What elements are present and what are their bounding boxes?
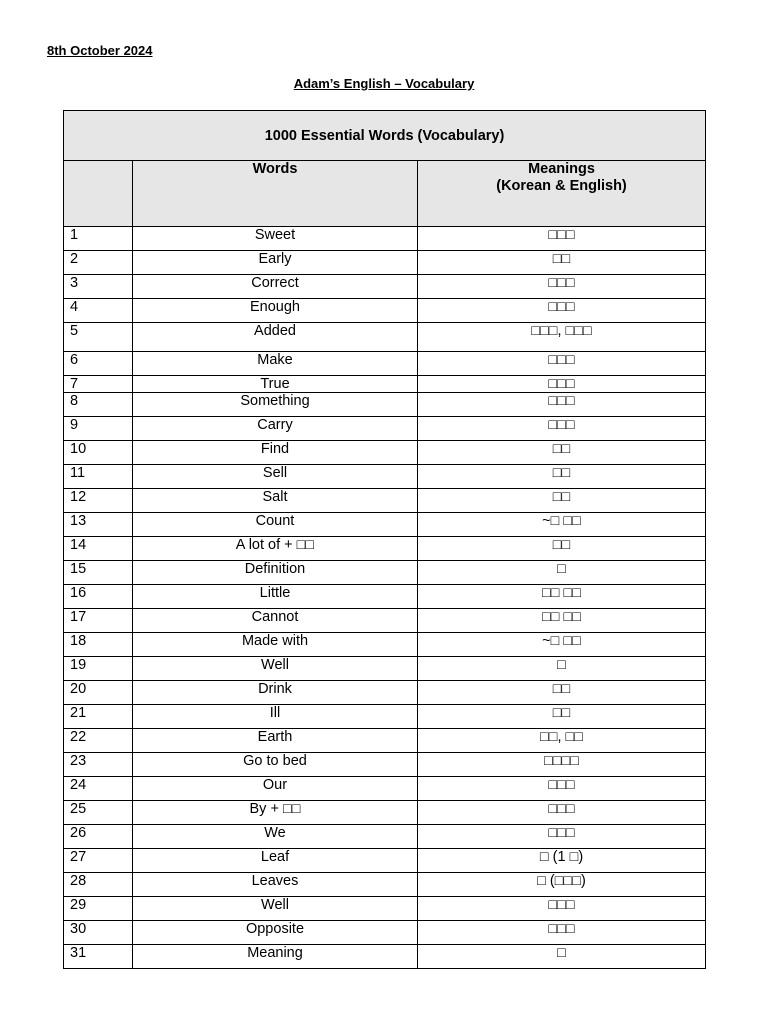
row-number: 23 [64,753,133,777]
row-word: Count [133,513,418,537]
table-row [64,352,706,376]
table-row [64,945,706,969]
row-word: Added [133,323,418,352]
row-number: 5 [64,323,133,352]
row-meaning: □□□ [418,352,706,376]
row-meaning: □□□ [418,275,706,299]
row-meaning: □ (1 □) [418,849,706,873]
row-number: 10 [64,441,133,465]
row-number: 12 [64,489,133,513]
row-number: 25 [64,801,133,825]
row-number: 1 [64,227,133,251]
table-row [64,609,706,633]
row-meaning: □□ [418,537,706,561]
row-meaning: □□ □□ [418,609,706,633]
row-meaning: □□□ [418,825,706,849]
row-number: 18 [64,633,133,657]
vocabulary-table [63,110,706,969]
row-number: 30 [64,921,133,945]
row-word: Go to bed [133,753,418,777]
row-number: 2 [64,251,133,275]
row-number: 17 [64,609,133,633]
row-meaning: □□ [418,251,706,275]
table-row [64,513,706,537]
row-meaning: □□□ [418,376,706,393]
table-row [64,801,706,825]
meanings-header-line1: Meanings [528,161,595,177]
row-number: 16 [64,585,133,609]
row-meaning: □ [418,561,706,585]
row-meaning: □□ [418,705,706,729]
row-word: Well [133,897,418,921]
row-meaning: □□ [418,441,706,465]
row-meaning: □□ [418,681,706,705]
row-number: 13 [64,513,133,537]
table-row [64,561,706,585]
table-row [64,705,706,729]
table-row [64,825,706,849]
row-number: 20 [64,681,133,705]
row-word: Little [133,585,418,609]
table-row [64,777,706,801]
row-word: Drink [133,681,418,705]
table-row [64,376,706,393]
row-meaning: ~□ □□ [418,633,706,657]
row-number: 3 [64,275,133,299]
row-number: 9 [64,417,133,441]
row-meaning: □□□ [418,921,706,945]
table-row [64,299,706,323]
row-word: A lot of + □□ [133,537,418,561]
table-row [64,633,706,657]
column-header-number [64,161,133,227]
table-row [64,657,706,681]
row-word: Cannot [133,609,418,633]
row-word: Carry [133,417,418,441]
row-number: 11 [64,465,133,489]
row-meaning: □□□ [418,227,706,251]
column-header-words: Words [133,161,418,227]
document-title: Adam’s English – Vocabulary [293,76,475,91]
row-word: Definition [133,561,418,585]
row-word: Meaning [133,945,418,969]
row-meaning: □□ □□ [418,585,706,609]
table-caption: 1000 Essential Words (Vocabulary) [64,111,706,161]
row-number: 19 [64,657,133,681]
table-row [64,441,706,465]
row-meaning: □□, □□ [418,729,706,753]
row-word: Early [133,251,418,275]
row-number: 8 [64,393,133,417]
row-number: 14 [64,537,133,561]
table-row [64,921,706,945]
row-word: Earth [133,729,418,753]
table-row [64,393,706,417]
row-number: 24 [64,777,133,801]
table-row [64,753,706,777]
row-word: Find [133,441,418,465]
row-number: 27 [64,849,133,873]
row-meaning: □ [418,945,706,969]
meanings-header-line2: (Korean & English) [496,178,627,194]
table-row [64,251,706,275]
table-row [64,275,706,299]
row-number: 21 [64,705,133,729]
row-meaning: □□□, □□□ [418,323,706,352]
table-row [64,897,706,921]
row-word: We [133,825,418,849]
table-row [64,417,706,441]
row-meaning: □□□ [418,897,706,921]
row-meaning: □□ [418,489,706,513]
row-number: 4 [64,299,133,323]
row-meaning: □ (□□□) [418,873,706,897]
table-row [64,537,706,561]
row-word: Opposite [133,921,418,945]
row-meaning: □□□ [418,777,706,801]
row-word: Our [133,777,418,801]
table-row [64,681,706,705]
row-word: Sell [133,465,418,489]
row-number: 22 [64,729,133,753]
row-meaning: □□□ [418,299,706,323]
row-word: Sweet [133,227,418,251]
row-word: Something [133,393,418,417]
table-row [64,465,706,489]
row-number: 26 [64,825,133,849]
row-word: Leaves [133,873,418,897]
table-body [64,227,706,969]
row-word: Enough [133,299,418,323]
row-meaning: □□□ [418,417,706,441]
table-row [64,729,706,753]
row-word: Well [133,657,418,681]
row-number: 29 [64,897,133,921]
table-row [64,585,706,609]
row-number: 7 [64,376,133,393]
row-number: 28 [64,873,133,897]
row-meaning: □□□ [418,801,706,825]
row-word: Ill [133,705,418,729]
row-meaning: □□□ [418,393,706,417]
table-row [64,849,706,873]
row-word: Salt [133,489,418,513]
table-row [64,323,706,352]
column-header-meanings [418,161,706,227]
table-row [64,489,706,513]
row-word: Make [133,352,418,376]
table-row [64,227,706,251]
row-word: Correct [133,275,418,299]
row-number: 15 [64,561,133,585]
row-number: 6 [64,352,133,376]
row-meaning: ~□ □□ [418,513,706,537]
row-word: By + □□ [133,801,418,825]
table-row [64,873,706,897]
document-date: 8th October 2024 [47,43,153,58]
row-meaning: □□□□ [418,753,706,777]
row-number: 31 [64,945,133,969]
row-meaning: □□ [418,465,706,489]
row-word: True [133,376,418,393]
row-word: Leaf [133,849,418,873]
row-meaning: □ [418,657,706,681]
row-word: Made with [133,633,418,657]
